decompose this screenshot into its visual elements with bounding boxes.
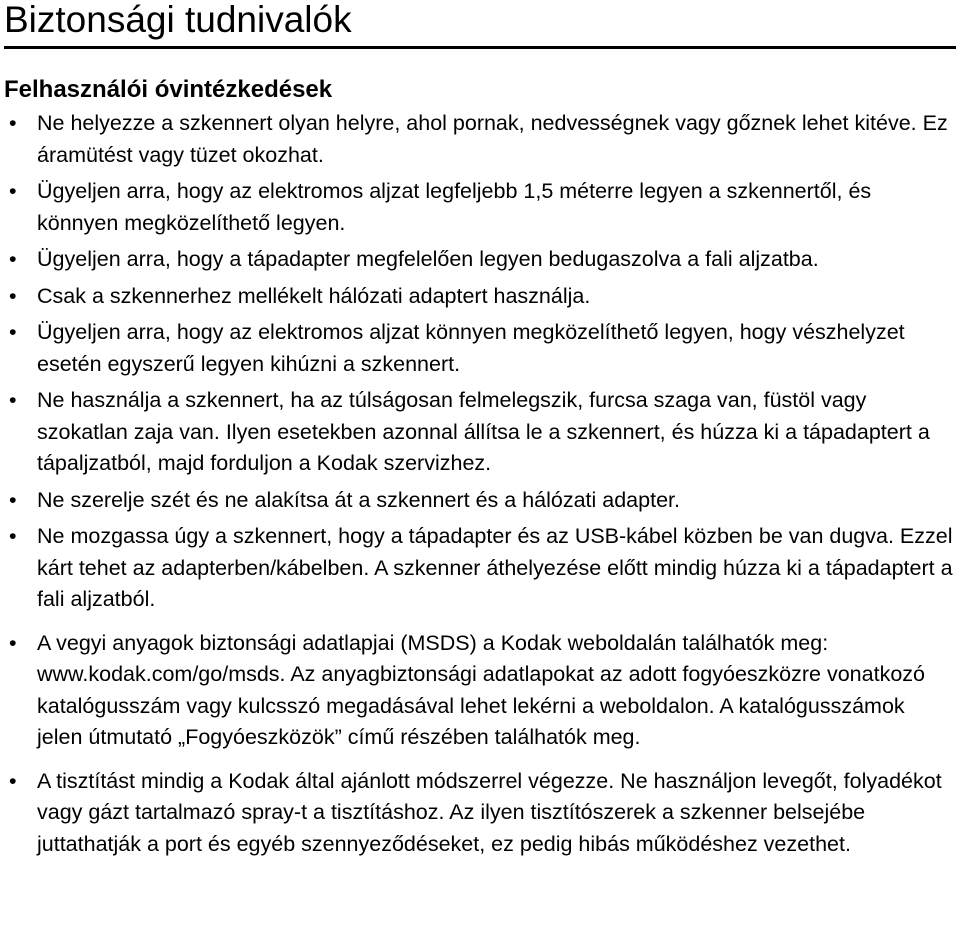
list-item bbox=[4, 176, 956, 239]
list-item bbox=[4, 317, 956, 380]
list-item-text: A tisztítást mindig a Kodak által ajánlott módszerrel végezze. Ne használjon levegőt, folyadékot vagy gázt tartalmazó spray-t a tisztításhoz. Az ilyen tisztítószerek a szkenner belsejébe juttathatják a port és egyéb szennyeződéseket, ez pedig hibás működéshez vezethet. bbox=[37, 768, 942, 856]
list-item bbox=[4, 766, 956, 861]
bullet-icon: • bbox=[9, 768, 17, 793]
list-item-text: Ne használja a szkennert, ha az túlságosan felmelegszik, furcsa szaga van, füstöl vagy szokatlan zaja van. Ilyen esetekben azonnal állítsa le a szkennert, és húzza ki a tápadaptert a tápaljzatból, majd forduljon a Kodak szervizhez. bbox=[37, 388, 930, 475]
list-item bbox=[4, 244, 956, 276]
bullet-icon: • bbox=[9, 388, 17, 412]
bullet-icon: • bbox=[9, 179, 17, 203]
section-heading: Felhasználói óvintézkedések bbox=[4, 76, 333, 103]
list-item bbox=[4, 628, 956, 754]
list-item-text: Ügyeljen arra, hogy a tápadapter megfelelően legyen bedugaszolva a fali aljzatba. bbox=[37, 247, 819, 271]
list-item-text: A vegyi anyagok biztonsági adatlapjai (MSDS) a Kodak weboldalán találhatók meg: www.kodak.com/go/msds. Az anyagbiztonsági adatlapokat az adott fogyóeszközre vonatkozó katalógusszám vagy kulcsszó megadásával lehet lekérni a weboldalon. A katalógusszámok jelen útmutató „Fogyóeszközök” című részében találhatók meg. bbox=[37, 630, 925, 749]
list-item bbox=[4, 108, 956, 171]
bullet-icon: • bbox=[9, 111, 17, 135]
list-item-text: Ügyeljen arra, hogy az elektromos aljzat könnyen megközelíthető legyen, hogy vészhelyzet esetén egyszerű legyen kihúzni a szkennert. bbox=[37, 320, 905, 376]
list-item bbox=[4, 385, 956, 480]
safety-list bbox=[4, 108, 956, 860]
list-item-text: Ne helyezze a szkennert olyan helyre, ahol pornak, nedvességnek vagy gőznek lehet kitéve. Ez áramütést vagy tüzet okozhat. bbox=[37, 111, 948, 167]
list-item-text: Ne mozgassa úgy a szkennert, hogy a tápadapter és az USB-kábel közben be van dugva. Ezzel kárt tehet az adapterben/kábelben. A szkenner áthelyezése előtt mindig húzza ki a tápadaptert a fali aljzatból. bbox=[37, 524, 953, 611]
bullet-icon: • bbox=[9, 247, 17, 271]
list-item-text: Ne szerelje szét és ne alakítsa át a szkennert és a hálózati adapter. bbox=[37, 487, 680, 512]
bullet-icon: • bbox=[9, 524, 17, 548]
page-title: Biztonsági tudnivalók bbox=[4, 0, 352, 40]
bullet-icon: • bbox=[9, 630, 17, 655]
bullet-icon: • bbox=[9, 283, 17, 308]
list-item bbox=[4, 281, 956, 313]
list-item bbox=[4, 485, 956, 517]
list-item-text: Csak a szkennerhez mellékelt hálózati adaptert használja. bbox=[37, 283, 591, 308]
list-item bbox=[4, 521, 956, 616]
document-page bbox=[4, 0, 956, 865]
list-item-text: Ügyeljen arra, hogy az elektromos aljzat legfeljebb 1,5 méterre legyen a szkennertől, és könnyen megközelíthető legyen. bbox=[37, 179, 872, 235]
bullet-icon: • bbox=[9, 320, 17, 344]
title-divider bbox=[4, 46, 956, 49]
bullet-icon: • bbox=[9, 487, 17, 512]
